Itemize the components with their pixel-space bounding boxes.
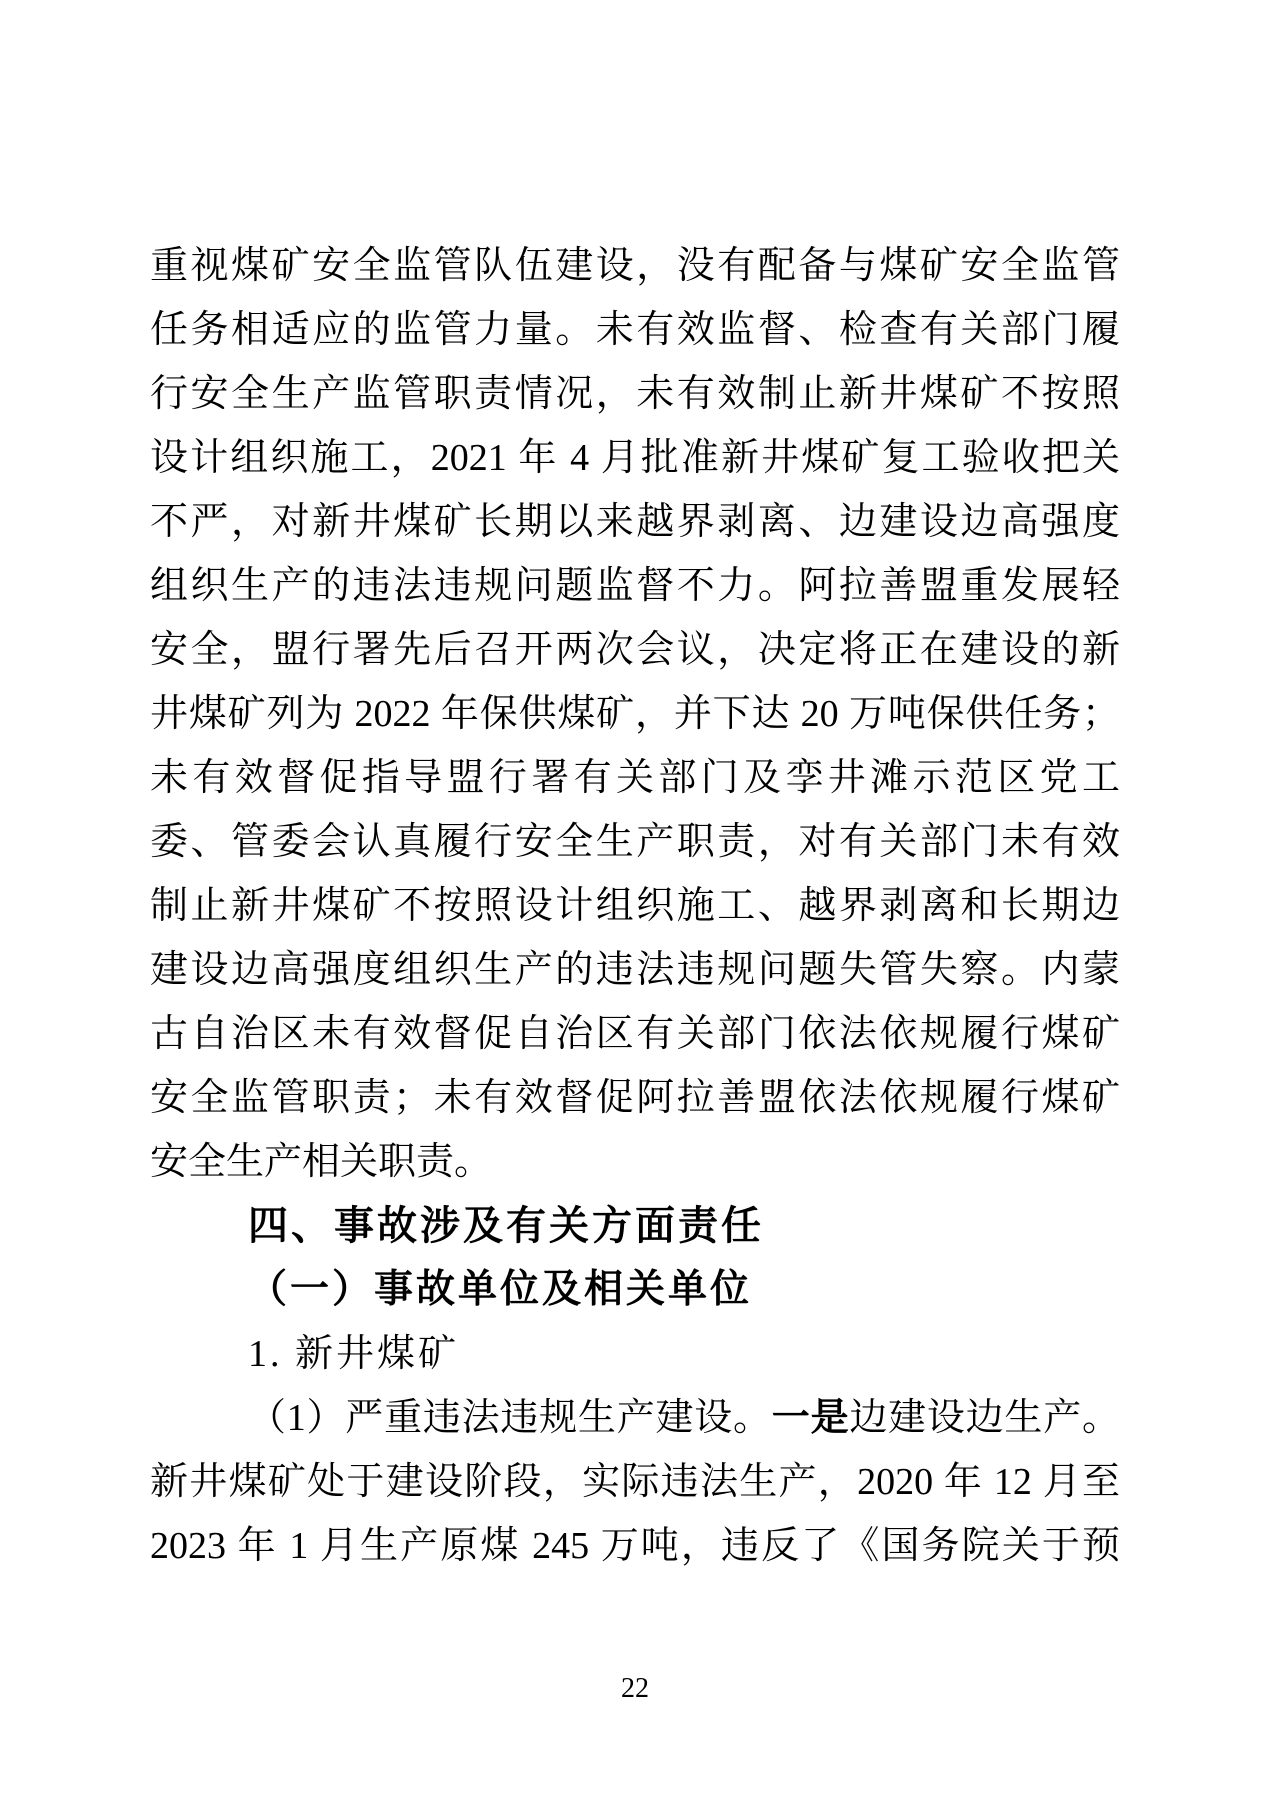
page-number: 22	[621, 1673, 649, 1704]
paragraph-line: 安全，盟行署先后召开两次会议，决定将正在建设的新	[150, 629, 1120, 671]
paragraph-line: 古自治区未有效督促自治区有关部门依法依规履行煤矿	[150, 1013, 1120, 1055]
paragraph-last-line: 安全生产相关职责。	[150, 1141, 493, 1183]
paragraph-line: 2023 年 1 月生产原煤 245 万吨，违反了《国务院关于预	[150, 1525, 1120, 1567]
body-text	[150, 234, 1120, 1578]
section-heading: 四、事故涉及有关方面责任	[248, 1204, 764, 1248]
paragraph-line: 新井煤矿处于建设阶段，实际违法生产，2020 年 12 月至	[150, 1461, 1120, 1503]
paragraph-line: 委、管委会认真履行安全生产职责，对有关部门未有效	[150, 821, 1120, 863]
paragraph-line: 井煤矿列为 2022 年保供煤矿，并下达 20 万吨保供任务；	[150, 693, 1120, 735]
paragraph-line: 不严，对新井煤矿长期以来越界剥离、边建设边高强度	[150, 501, 1120, 543]
paragraph-line: 未有效督促指导盟行署有关部门及孪井滩示范区党工	[150, 757, 1120, 799]
paragraph-line: 组织生产的违法违规问题监督不力。阿拉善盟重发展轻	[150, 565, 1120, 607]
paragraph-line: 设计组织施工，2021 年 4 月批准新井煤矿复工验收把关	[150, 437, 1120, 479]
paragraph-line: 安全监管职责；未有效督促阿拉善盟依法依规履行煤矿	[150, 1077, 1120, 1119]
paragraph-text-segment: （1）严重违法违规生产建设。	[248, 1397, 772, 1439]
paragraph-line	[150, 1386, 1120, 1450]
numbered-item: 1. 新井煤矿	[248, 1333, 460, 1375]
paragraph-line: 建设边高强度组织生产的违法违规问题失管失察。内蒙	[150, 949, 1120, 991]
paragraph-line: 行安全生产监管职责情况，未有效制止新井煤矿不按照	[150, 373, 1120, 415]
paragraph-line: 制止新井煤矿不按照设计组织施工、越界剥离和长期边	[150, 885, 1120, 927]
paragraph-line: 重视煤矿安全监管队伍建设，没有配备与煤矿安全监管	[150, 245, 1120, 287]
paragraph-text-segment: 边建设边生产。	[849, 1397, 1120, 1439]
bold-text-segment: 一是	[771, 1397, 850, 1439]
subsection-heading: （一）事故单位及相关单位	[248, 1268, 753, 1311]
paragraph-line: 任务相适应的监管力量。未有效监督、检查有关部门履	[150, 309, 1120, 351]
